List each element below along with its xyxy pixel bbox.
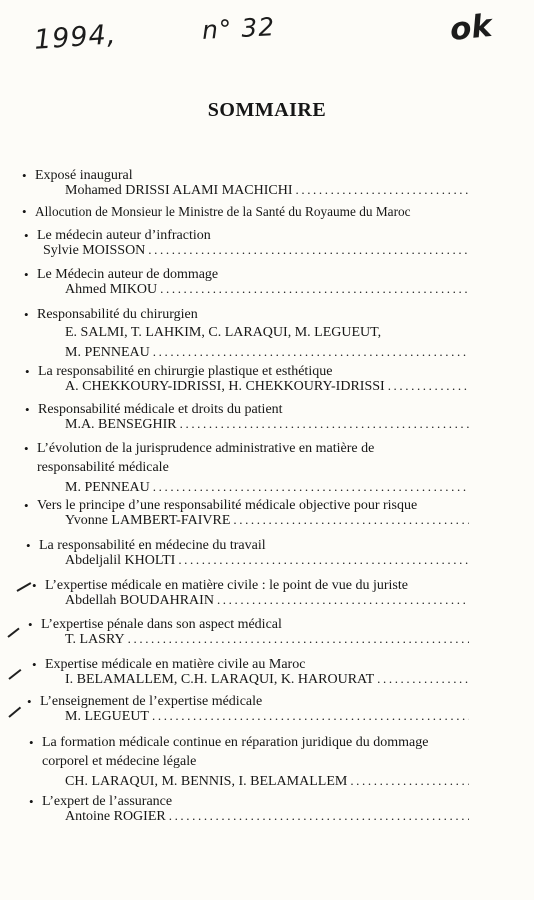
leader-dots — [233, 511, 469, 529]
bullet-marker: • — [24, 441, 29, 456]
entry-author — [65, 707, 472, 725]
bullet-marker: • — [32, 657, 37, 672]
leader-dots — [350, 772, 469, 790]
entry-title: L’évolution de la jurisprudence administrative en matière de — [37, 441, 375, 456]
bullet-marker: • — [25, 364, 30, 379]
handwritten-issue-number: n° 32 — [201, 12, 276, 45]
entry-author — [65, 551, 472, 569]
author-name: Mohamed DRISSI ALAMI MACHICHI — [65, 183, 293, 198]
bullet-marker: • — [22, 204, 27, 219]
entry-author — [65, 591, 472, 609]
leader-dots — [160, 280, 469, 298]
author-name: M.A. BENSEGHIR — [65, 417, 177, 432]
entry-author — [65, 772, 472, 790]
entry-author — [65, 807, 472, 825]
entry-author — [65, 478, 472, 496]
entry-title: L’enseignement de l’expertise médicale — [40, 694, 263, 709]
bullet-marker: • — [32, 578, 37, 593]
entry-title: La responsabilité en médecine du travail — [39, 538, 266, 553]
entry-author — [65, 181, 472, 199]
bullet-marker: • — [26, 538, 31, 553]
entry-title: Responsabilité du chirurgien — [37, 307, 198, 322]
leader-dots — [377, 670, 469, 688]
entry-title: Expertise médicale en matière civile au Maroc — [45, 657, 306, 672]
bullet-marker: • — [27, 694, 32, 709]
entry-title: Le Médecin auteur de dommage — [37, 267, 219, 282]
entry-title: Exposé inaugural — [35, 168, 133, 183]
author-name: A. CHEKKOURY-IDRISSI, H. CHEKKOURY-IDRISSI — [65, 379, 385, 394]
author-name: Abdeljalil KHOLTI — [65, 553, 176, 568]
author-name: M. PENNEAU — [65, 345, 150, 360]
entry-title: La responsabilité en chirurgie plastique et esthétique — [38, 364, 333, 379]
leader-dots — [388, 377, 469, 395]
bullet-marker: • — [24, 267, 29, 282]
leader-dots — [296, 181, 470, 199]
author-name: Antoine ROGIER — [65, 809, 166, 824]
bullet-marker: • — [24, 307, 29, 322]
leader-dots — [153, 343, 469, 361]
entry-title: L’expert de l’assurance — [42, 794, 173, 809]
page-title: SOMMAIRE — [207, 99, 327, 121]
entry-title: Responsabilité médicale et droits du patient — [38, 402, 283, 417]
leader-dots — [153, 478, 469, 496]
entry-title-continuation: E. SALMI, T. LAHKIM, C. LARAQUI, M. LEGUEUT, — [65, 325, 382, 340]
entry-title: La formation médicale continue en réparation juridique du dommage — [42, 735, 429, 750]
leader-dots — [217, 591, 469, 609]
entry-title-continuation: responsabilité médicale — [37, 460, 169, 475]
entry-title: Vers le principe d’une responsabilité médicale objective pour risque — [37, 498, 418, 513]
bullet-marker: • — [25, 402, 30, 417]
entry-author — [65, 415, 472, 433]
leader-dots — [148, 241, 469, 259]
entry-title: Allocution de Monsieur le Ministre de la Santé du Royaume du Maroc — [35, 204, 411, 219]
entry-author — [65, 280, 472, 298]
author-name: M. LEGUEUT — [65, 709, 149, 724]
author-name: CH. LARAQUI, M. BENNIS, I. BELAMALLEM — [65, 774, 348, 789]
leader-dots — [152, 707, 469, 725]
bullet-marker: • — [28, 617, 33, 632]
entry-author — [43, 241, 472, 259]
leader-dots — [178, 551, 469, 569]
author-name: I. BELAMALLEM, C.H. LARAQUI, K. HAROURAT — [65, 672, 375, 687]
bullet-marker: • — [24, 498, 29, 513]
entry-author — [65, 511, 472, 529]
entry-author — [65, 630, 472, 648]
entry-author — [65, 343, 472, 361]
author-name: M. PENNEAU — [65, 480, 150, 495]
leader-dots — [128, 630, 469, 648]
author-name: T. LASRY — [65, 632, 125, 647]
entry-author — [65, 670, 472, 688]
handwritten-year: 1994, — [33, 19, 118, 56]
handwritten-ok-mark: ok — [448, 7, 494, 49]
entry-title: L’expertise pénale dans son aspect médical — [41, 617, 282, 632]
bullet-marker: • — [29, 735, 34, 750]
author-name: Abdellah BOUDAHRAIN — [65, 593, 214, 608]
leader-dots — [180, 415, 469, 433]
bullet-marker: • — [22, 168, 27, 183]
bullet-marker: • — [29, 794, 34, 809]
author-name: Yvonne LAMBERT-FAIVRE — [65, 513, 231, 528]
entry-title: L’expertise médicale en matière civile : le point de vue du juriste — [45, 578, 408, 593]
author-name: Ahmed MIKOU — [65, 282, 158, 297]
entry-title-continuation: corporel et médecine légale — [42, 754, 197, 769]
entry-title: Le médecin auteur d’infraction — [37, 228, 211, 243]
leader-dots — [169, 807, 469, 825]
author-name: Sylvie MOISSON — [43, 243, 146, 258]
bullet-marker: • — [24, 228, 29, 243]
entry-author — [65, 377, 472, 395]
